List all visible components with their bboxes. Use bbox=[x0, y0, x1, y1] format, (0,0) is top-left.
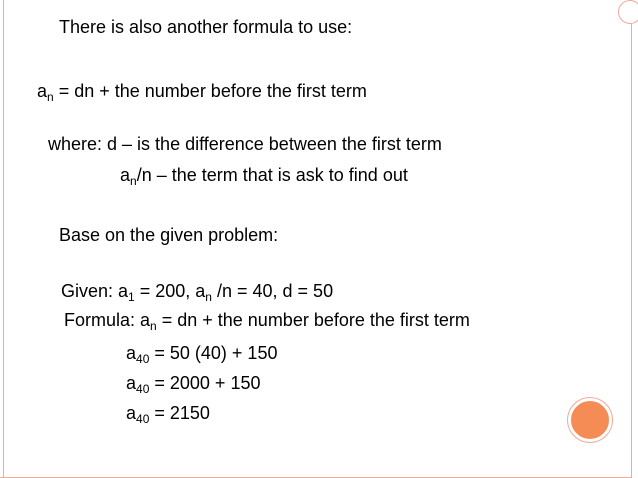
step-subscript: 40 bbox=[136, 352, 150, 366]
step-subscript: 40 bbox=[136, 412, 150, 426]
base-text: Base on the given problem: bbox=[59, 225, 279, 245]
formula-2-rest: = dn + the number before the first term bbox=[156, 310, 470, 330]
formula-2-prefix: Formula: a bbox=[64, 310, 151, 330]
step-var: a bbox=[126, 373, 137, 393]
given-prefix: Given: a bbox=[61, 281, 129, 301]
where-line-2-subscript: n bbox=[130, 174, 137, 188]
solution-step bbox=[126, 402, 210, 424]
step-expression: = 2150 bbox=[149, 403, 210, 423]
given-line bbox=[61, 280, 333, 302]
step-expression: = 2000 + 150 bbox=[149, 373, 261, 393]
where-line-1: where: d – is the difference between the first term bbox=[48, 134, 442, 154]
step-var: a bbox=[126, 343, 137, 363]
step-var: a bbox=[126, 403, 137, 423]
step-subscript: 40 bbox=[136, 382, 150, 396]
step-expression: = 50 (40) + 150 bbox=[149, 343, 278, 363]
solution-step bbox=[126, 342, 277, 364]
intro-text: There is also another formula to use: bbox=[59, 17, 353, 37]
given-subscript-2: n bbox=[205, 290, 212, 304]
given-subscript-1: 1 bbox=[128, 290, 135, 304]
formula-line bbox=[37, 80, 367, 102]
where-line-2-rest: /n – the term that is ask to find out bbox=[136, 165, 408, 185]
given-rest: /n = 40, d = 50 bbox=[211, 281, 334, 301]
decorative-circle-top bbox=[618, 0, 638, 24]
solution-step bbox=[126, 372, 260, 394]
given-middle: = 200, a bbox=[134, 281, 206, 301]
decorative-circle-orange bbox=[568, 398, 612, 442]
slide-border-left bbox=[3, 0, 4, 478]
formula-lhs-subscript: n bbox=[47, 90, 54, 104]
where-line-2-var: a bbox=[120, 165, 131, 185]
formula-line-2 bbox=[64, 309, 470, 331]
formula-rhs: = dn + the number before the first term bbox=[53, 81, 367, 101]
formula-2-subscript: n bbox=[150, 319, 157, 333]
formula-lhs: a bbox=[37, 81, 48, 101]
where-line-2 bbox=[120, 164, 408, 186]
